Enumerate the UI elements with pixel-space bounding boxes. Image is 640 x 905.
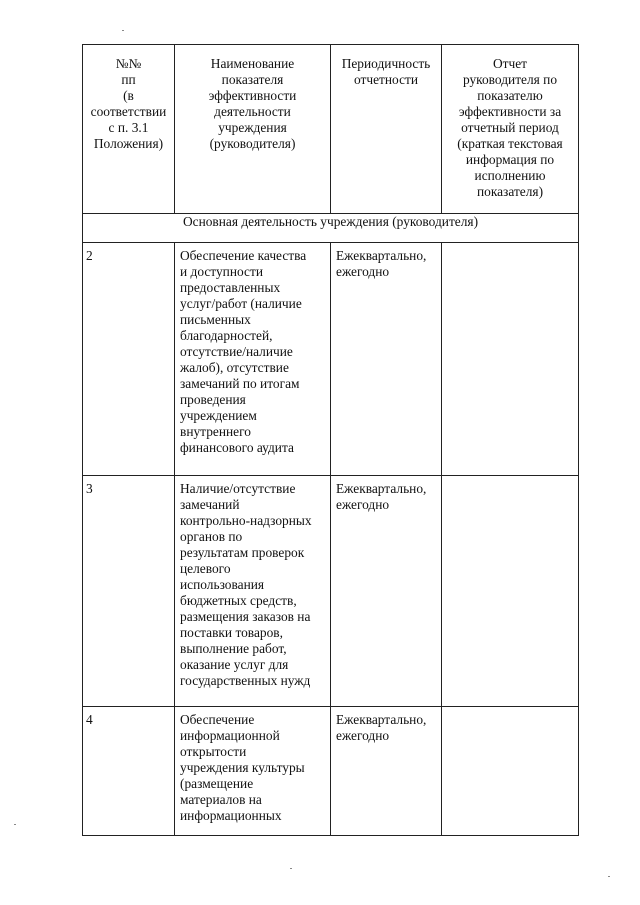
periodicity-text-line: Ежеквартально, (336, 481, 427, 496)
report-cell (442, 243, 579, 476)
header-text-line: отчетности (353, 72, 419, 87)
scan-speck (14, 824, 16, 825)
indicator-text-line: результатам проверок (180, 545, 305, 560)
header-text-line: Наименование (210, 56, 295, 71)
indicator-text-line: информационной (180, 728, 280, 743)
indicator-text-line: учреждения культуры (180, 760, 305, 775)
report-cell (442, 707, 579, 836)
indicator-text-line: органов по (180, 529, 243, 544)
performance-indicators-table (82, 44, 579, 836)
row-number-cell (83, 243, 175, 476)
indicator-text-line: замечаний по итогам (180, 376, 300, 391)
indicator-text-line: использования (180, 577, 265, 592)
indicator-text-line: информационных (180, 808, 282, 823)
header-cell-periodicity (331, 45, 442, 214)
periodicity-text-line: Ежеквартально, (336, 248, 427, 263)
scan-speck (122, 30, 124, 31)
indicator-text-line: жалоб), отсутствие (180, 360, 289, 375)
row-number-cell (83, 707, 175, 836)
periodicity-cell (331, 707, 442, 836)
indicator-text-line: оказание услуг для (180, 657, 289, 672)
header-text-line: эффективности (208, 88, 297, 103)
indicator-text-line: Наличие/отсутствие (180, 481, 296, 496)
section-title-row (83, 214, 579, 243)
header-text-line: №№ (115, 56, 142, 71)
report-cell (442, 476, 579, 707)
header-cell-indicator-name (175, 45, 331, 214)
indicator-text-line: услуг/работ (наличие (180, 296, 302, 311)
table-row (83, 707, 579, 836)
header-cell-number (83, 45, 175, 214)
header-text-line: (руководителя) (209, 136, 296, 151)
indicator-text-line: учреждением (180, 408, 257, 423)
indicator-text-line: внутреннего (180, 424, 251, 439)
indicator-text-line: письменных (180, 312, 251, 327)
table-row (83, 243, 579, 476)
header-text-line: Положения) (93, 136, 164, 151)
indicator-text-line: государственных нужд (180, 673, 311, 688)
indicator-text-line: (размещение (180, 776, 254, 791)
row-number: 4 (86, 712, 93, 727)
indicator-name-cell (175, 476, 331, 707)
header-text-line: деятельности (214, 104, 291, 119)
header-text-line: пп (121, 72, 136, 87)
header-text-line: (краткая текстовая (457, 136, 563, 151)
indicator-text-line: благодарностей, (180, 328, 273, 343)
indicator-text-line: отсутствие/наличие (180, 344, 293, 359)
header-text-line: Отчет (492, 56, 528, 71)
indicator-name-cell (175, 707, 331, 836)
header-text-line: показателя) (476, 184, 544, 199)
indicator-text-line: открытости (180, 744, 247, 759)
periodicity-text-line: ежегодно (336, 264, 390, 279)
indicator-name-cell (175, 243, 331, 476)
periodicity-cell (331, 243, 442, 476)
header-cell-report (442, 45, 579, 214)
indicator-text-line: контрольно-надзорных (180, 513, 312, 528)
table-header-row (83, 45, 579, 214)
indicator-text-line: проведения (180, 392, 246, 407)
header-text-line: показателю (477, 88, 543, 103)
periodicity-text-line: ежегодно (336, 728, 390, 743)
indicator-text-line: размещения заказов на (180, 609, 311, 624)
indicator-text-line: предоставленных (180, 280, 281, 295)
header-text-line: Периодичность (341, 56, 431, 71)
header-text-line: показателя (221, 72, 284, 87)
row-number: 3 (86, 481, 93, 496)
scan-speck (290, 868, 292, 869)
indicator-text-line: материалов на (180, 792, 262, 807)
indicator-text-line: бюджетных средств, (180, 593, 297, 608)
table-row (83, 476, 579, 707)
scan-speck (608, 876, 610, 877)
periodicity-text-line: ежегодно (336, 497, 390, 512)
header-text-line: информация по (465, 152, 555, 167)
header-text-line: исполнению (474, 168, 546, 183)
header-text-line: учреждения (218, 120, 287, 135)
header-text-line: (в (123, 88, 134, 103)
row-number-cell (83, 476, 175, 707)
indicator-text-line: выполнение работ, (180, 641, 287, 656)
header-text-line: отчетный период (461, 120, 559, 135)
indicator-text-line: замечаний (180, 497, 240, 512)
header-text-line: руководителя по (462, 72, 558, 87)
indicator-text-line: Обеспечение (180, 712, 255, 727)
periodicity-cell (331, 476, 442, 707)
header-text-line: соответствии (90, 104, 167, 119)
indicator-text-line: финансового аудита (180, 440, 294, 455)
header-text-line: эффективности за (458, 104, 562, 119)
indicator-text-line: Обеспечение качества (180, 248, 307, 263)
section-title: Основная деятельность учреждения (руководителя) (83, 214, 579, 243)
header-text-line: с п. 3.1 (108, 120, 149, 135)
periodicity-text-line: Ежеквартально, (336, 712, 427, 727)
indicator-text-line: и доступности (180, 264, 263, 279)
indicator-text-line: целевого (180, 561, 231, 576)
indicator-text-line: поставки товаров, (180, 625, 283, 640)
row-number: 2 (86, 248, 93, 263)
